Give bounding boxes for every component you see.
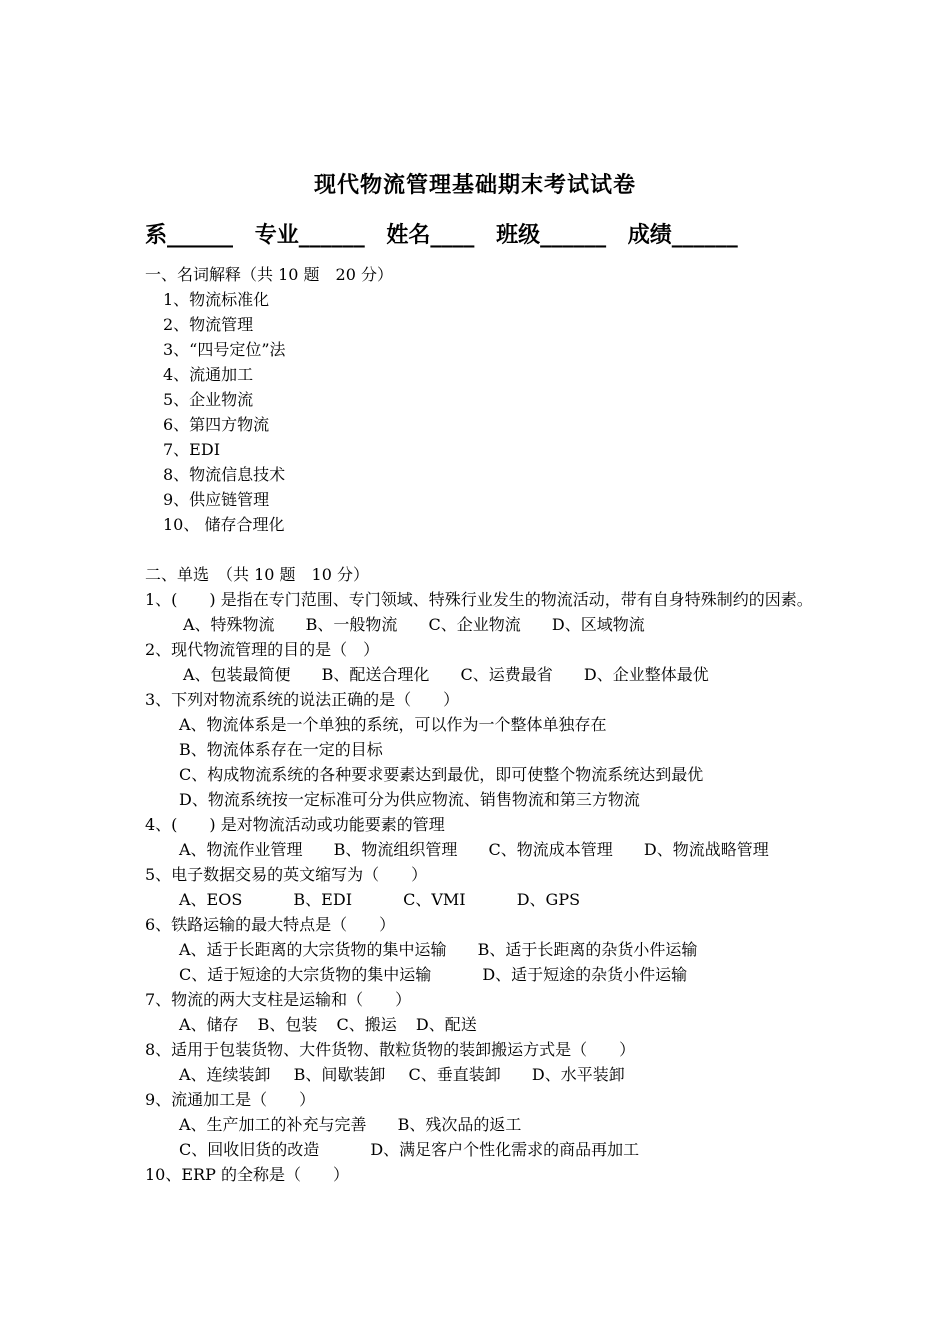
option: B、残次品的返工 [397,1115,522,1134]
option: D、物流战略管理 [643,840,769,859]
option: D、企业整体最优 [583,665,709,684]
option: B、包装 [257,1015,318,1034]
option: C、物流成本管理 [488,840,613,859]
question-stem: 2、现代物流管理的目的是（ ） [145,640,380,659]
option: B、EDI [293,890,353,909]
option: B、配送合理化 [321,665,430,684]
major-field: 专业______ [254,223,365,248]
term-item: 1、物流标准化 [163,290,270,309]
question-options [145,962,815,987]
question-stem: 9、流通加工是（ ） [145,1090,316,1109]
option: A、物流体系是一个单独的系统，可以作为一个整体单独存在 [179,715,607,734]
option: A、物流作业管理 [179,840,303,859]
class-field: 班级______ [496,223,607,248]
question-stem: 8、适用于包装货物、大件货物、散粒货物的装卸搬运方式是（ ） [145,1040,636,1059]
question-stem: 10、ERP 的全称是（ ） [145,1165,349,1184]
option: C、运费最省 [460,665,553,684]
option: C、回收旧货的改造 [179,1140,320,1159]
option: A、包装最简便 [183,665,291,684]
question-options [145,887,815,912]
option: B、间歇装卸 [293,1065,386,1084]
option: A、生产加工的补充与完善 [179,1115,367,1134]
question-options [145,937,815,962]
name-field: 姓名____ [386,223,475,248]
option: C、构成物流系统的各种要求要素达到最优，即可使整个物流系统达到最优 [179,765,704,784]
score-field: 成绩______ [627,223,738,248]
term-item: 2、物流管理 [163,315,254,334]
student-info-line [145,218,825,249]
question-options [145,1137,815,1162]
option: A、适于长距离的大宗货物的集中运输 [179,940,447,959]
question-stem: 7、物流的两大支柱是运输和（ ） [145,990,412,1009]
question-options [145,1012,815,1037]
question-stem: 1、( ) 是指在专门范围、专门领域、特殊行业发生的物流活动，带有自身特殊制约的因素。 [145,590,813,609]
option: D、水平装卸 [531,1065,625,1084]
option: C、搬运 [336,1015,397,1034]
question-options [145,662,815,687]
dept-field: 系______ [145,223,234,248]
option: D、GPS [516,890,581,909]
option: C、垂直装卸 [408,1065,501,1084]
option: B、适于长距离的杂货小件运输 [477,940,698,959]
question-options [145,1062,815,1087]
option: C、适于短途的大宗货物的集中运输 [179,965,432,984]
option: A、EOS [179,890,243,909]
option: B、物流体系存在一定的目标 [179,740,383,759]
term-item: 3、“四号定位”法 [163,340,286,359]
option: B、物流组织管理 [333,840,458,859]
question-options [145,1112,815,1137]
section2-heading: 二、单选 （共 10 题 10 分） [145,565,369,584]
option: B、一般物流 [305,615,398,634]
option: A、特殊物流 [183,615,275,634]
term-item: 8、物流信息技术 [163,465,286,484]
option: D、满足客户个性化需求的商品再加工 [370,1140,640,1159]
option: D、区域物流 [551,615,645,634]
term-item: 9、供应链管理 [163,490,270,509]
section1-heading: 一、名词解释（共 10 题 20 分） [145,265,393,284]
term-item: 10、 储存合理化 [163,515,285,534]
page-title: 现代物流管理基础期末考试试卷 [313,173,636,198]
question-stem: 3、下列对物流系统的说法正确的是（ ） [145,690,460,709]
question-stem: 5、电子数据交易的英文缩写为（ ） [145,865,428,884]
term-item: 7、EDI [163,440,221,459]
option: D、配送 [415,1015,477,1034]
question-stem: 4、( ) 是对物流活动或功能要素的管理 [145,815,445,834]
term-item: 6、第四方物流 [163,415,270,434]
option: A、连续装卸 [179,1065,271,1084]
question-stem: 6、铁路运输的最大特点是（ ） [145,915,396,934]
option: C、VMI [403,890,466,909]
term-item: 4、流通加工 [163,365,254,384]
question-options [145,837,815,862]
option: A、储存 [179,1015,239,1034]
exam-content [145,262,815,1187]
option: D、适于短途的杂货小件运输 [482,965,688,984]
question-options [145,612,815,637]
option: D、物流系统按一定标准可分为供应物流、销售物流和第三方物流 [179,790,640,809]
option: C、企业物流 [428,615,521,634]
term-item: 5、企业物流 [163,390,254,409]
